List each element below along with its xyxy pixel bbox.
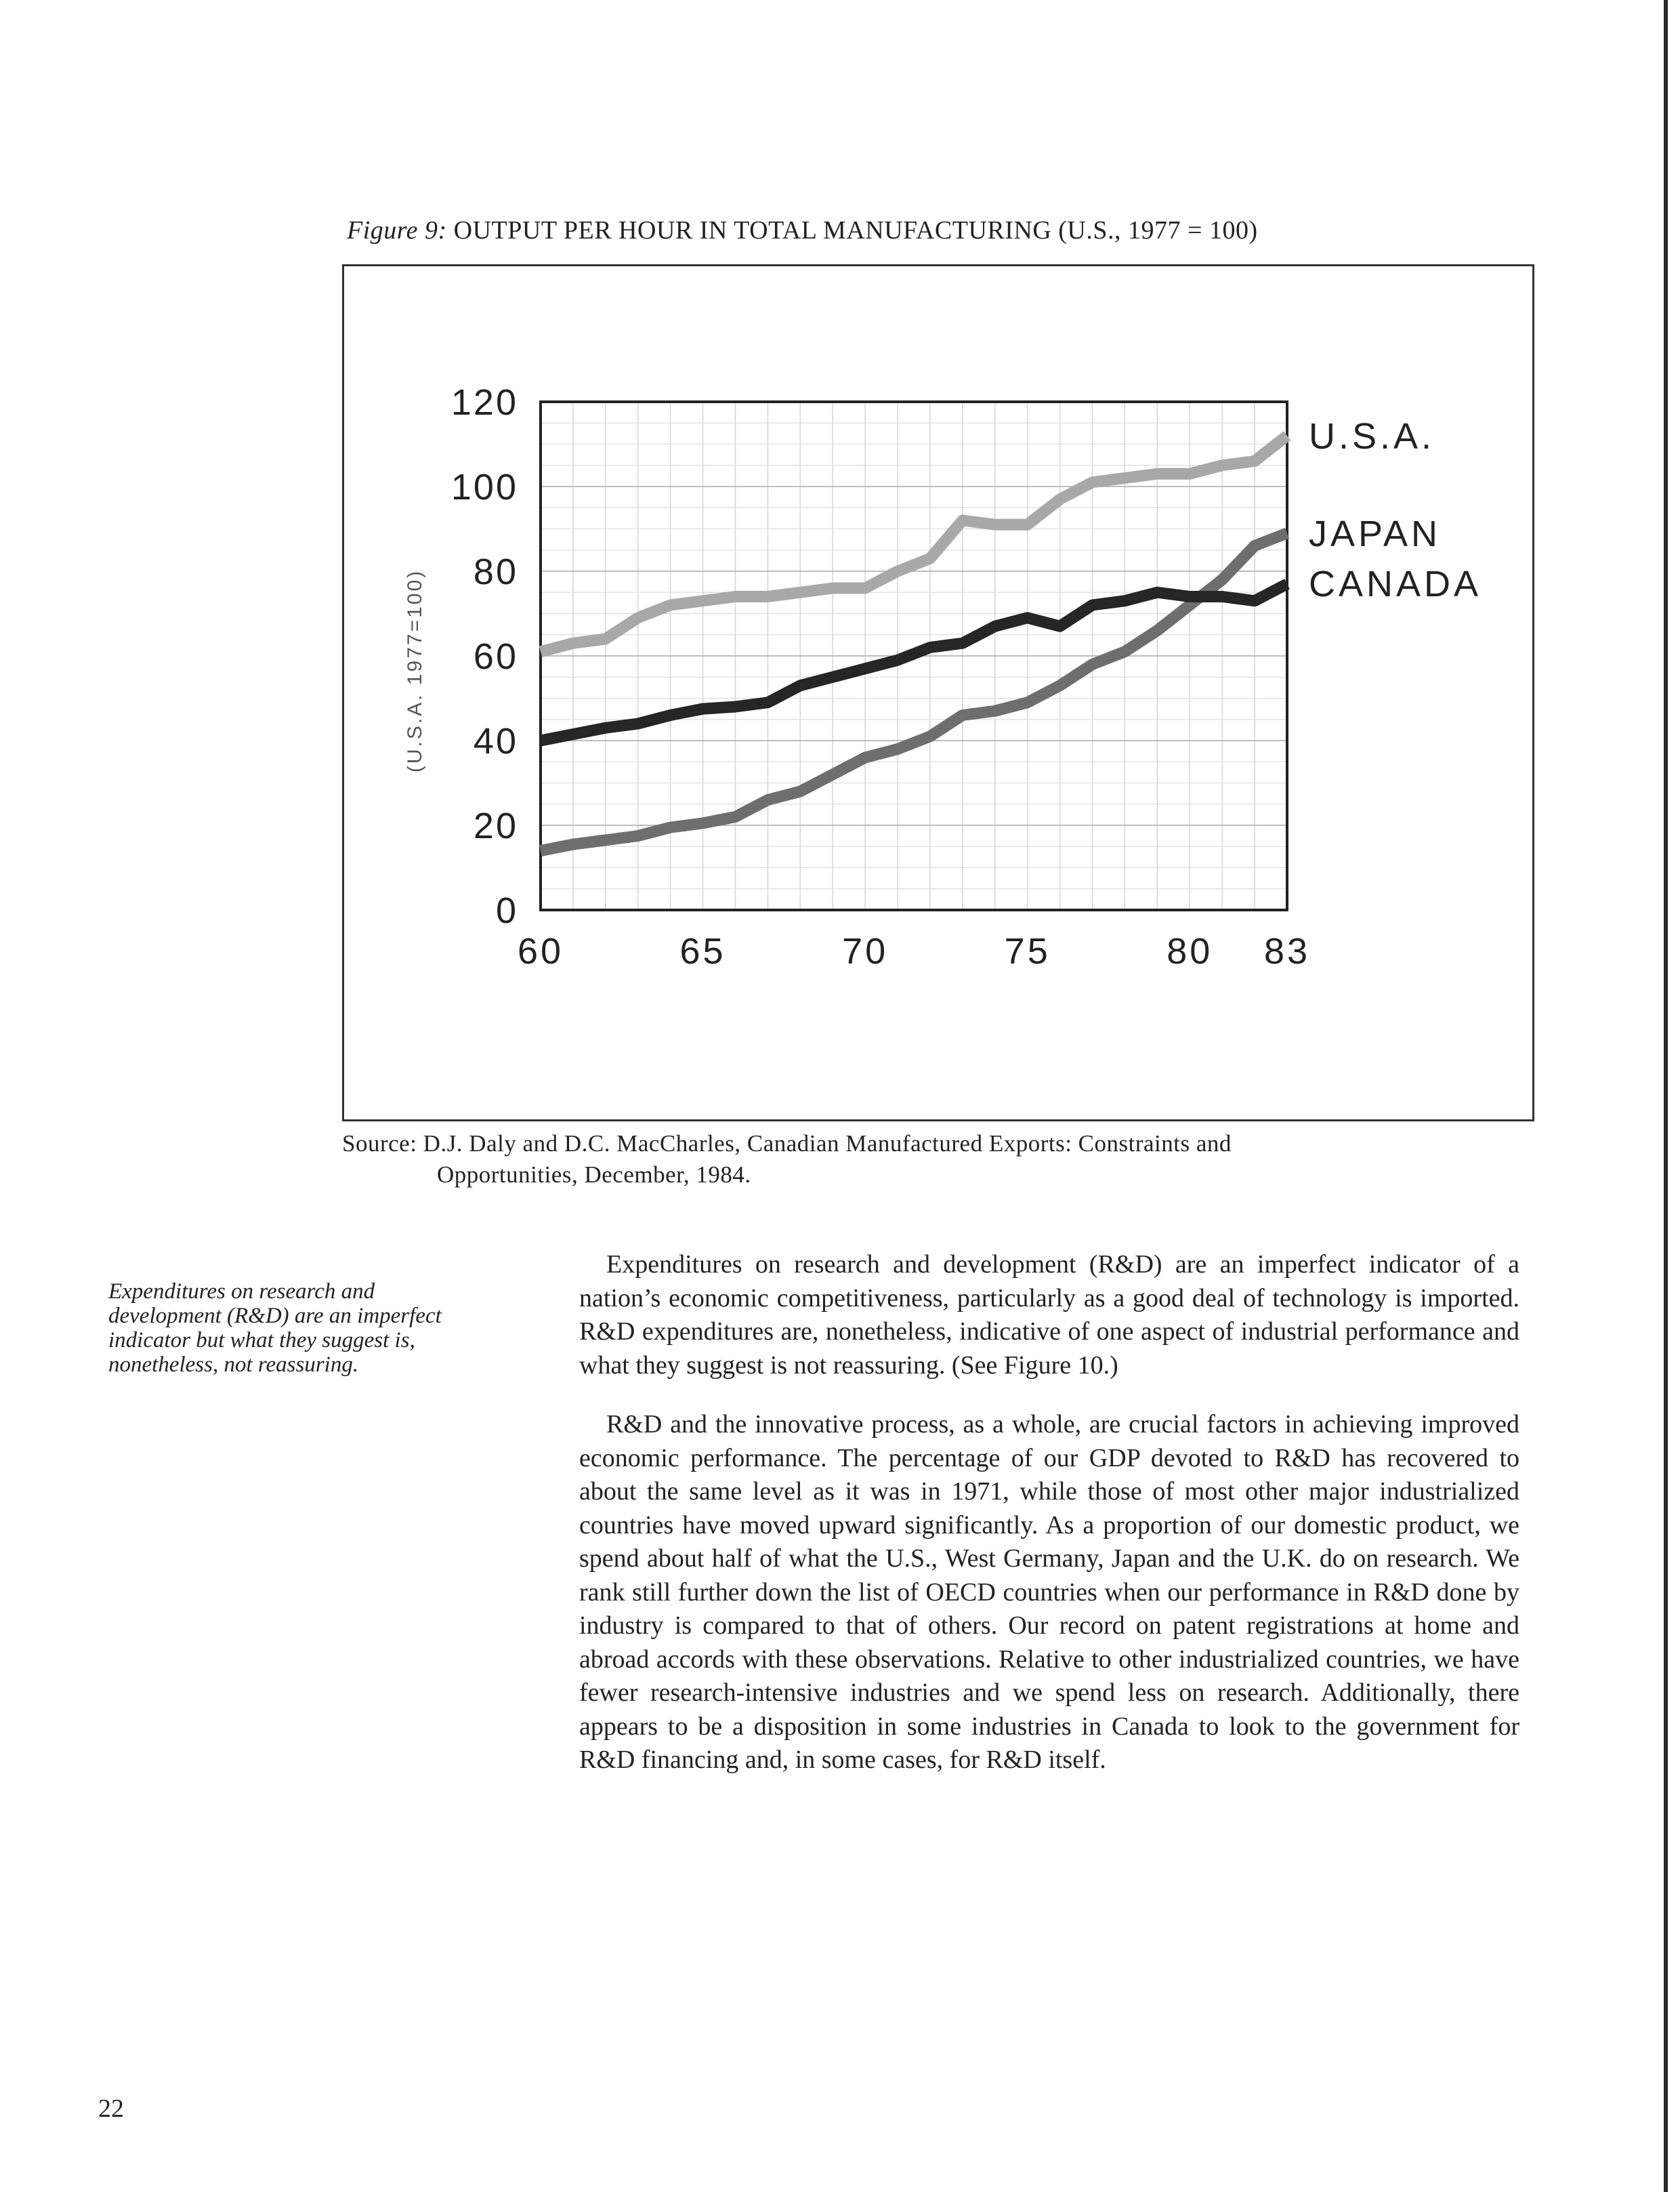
margin-note: Expenditures on research and development (R&D) are an imperfect indicator but what they suggest is, nonetheless, not reassuring.: [108, 1279, 442, 1377]
legend-label: CANADA: [1309, 564, 1482, 604]
legend-label: JAPAN: [1309, 514, 1442, 554]
series-line-japan: [541, 533, 1287, 851]
source-line-2: Opportunities, December, 1984.: [437, 1161, 751, 1188]
y-tick-label: 20: [473, 806, 518, 846]
page-number: 22: [98, 2094, 124, 2123]
legend: [1309, 416, 1482, 604]
legend-label: U.S.A.: [1309, 416, 1435, 457]
x-tick-labels: [518, 931, 1310, 972]
x-tick-label: 60: [517, 931, 564, 972]
x-tick-label: 65: [679, 931, 726, 972]
y-tick-labels: [451, 382, 518, 931]
y-tick-label: 120: [450, 382, 518, 423]
figure-source: [342, 1128, 1453, 1191]
figure-label: Figure 9:: [347, 216, 447, 245]
body-paragraph-1: Expenditures on research and development (R&D) are an imperfect indicator of a nation’s economic competitiveness, particularly as a good deal of technology is imported. R&D expenditures are, nonetheless, indicative of one aspect of industrial performance and what they suggest is not reassuring. (See Figure 10.): [579, 1250, 1519, 1380]
body-paragraph-2: R&D and the innovative process, as a whole, are crucial factors in achieving improved economic performance. The percentage of our GDP devoted to R&D has recovered to about the same level as it was in 1971, while those of most other major industrialized countries have moved upward significantly. As a proportion of our domestic product, we spend about half of what the U.S., West Germany, Japan and the U.K. do on research. We rank still further down the list of OECD countries when our performance in R&D done by industry is compared to that of others. Our record on patent registrations at home and abroad accords with these observations. Relative to other industrialized countries, we have fewer research-intensive industries and we spend less on research. Additionally, there appears to be a disposition in some industries in Canada to look to the government for R&D financing and, in some cases, for R&D itself.: [579, 1410, 1519, 1774]
y-tick-label: 40: [473, 721, 518, 762]
x-tick-label: 70: [842, 931, 889, 972]
y-tick-label: 80: [473, 552, 518, 592]
y-tick-label: 100: [450, 467, 518, 508]
body-text: [579, 1248, 1519, 1803]
x-tick-label: 83: [1263, 931, 1311, 972]
x-tick-label: 80: [1167, 931, 1213, 972]
y-tick-label: 0: [495, 890, 518, 931]
x-tick-label: 75: [1004, 931, 1051, 972]
series-lines: [541, 436, 1287, 851]
y-axis-label: (U.S.A. 1977=100): [404, 568, 426, 773]
y-tick-label: 60: [473, 636, 518, 677]
figure-title-text: OUTPUT PER HOUR IN TOTAL MANUFACTURING (U.S., 1977 = 100): [453, 216, 1258, 245]
source-line-1: Source: D.J. Daly and D.C. MacCharles, Canadian Manufactured Exports: Constraints and: [342, 1130, 1232, 1157]
